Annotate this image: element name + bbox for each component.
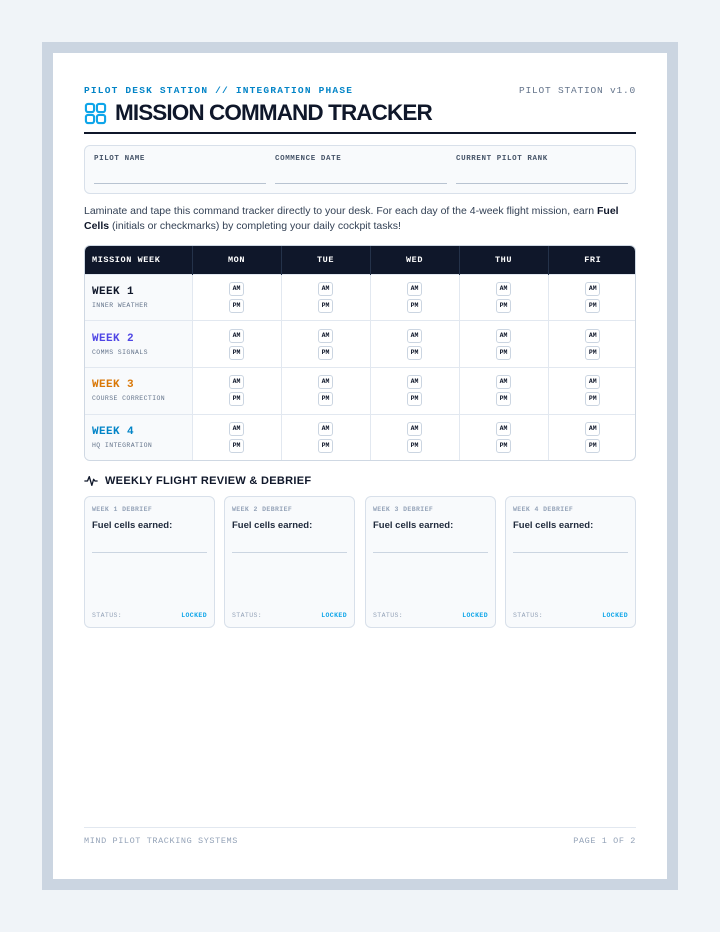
am-slot[interactable]: AM <box>407 329 422 343</box>
fuel-cells-label: Fuel cells earned: <box>373 520 454 531</box>
review-section-header <box>84 473 311 489</box>
mission-week-header: MISSION WEEK <box>85 246 192 274</box>
day-cell <box>548 367 636 414</box>
week-cell <box>85 274 192 321</box>
commence-date-field[interactable] <box>275 146 447 193</box>
pm-slot[interactable]: PM <box>496 439 511 453</box>
commence-date-line <box>275 183 447 184</box>
fuel-cells-label: Fuel cells earned: <box>232 520 313 531</box>
am-slot[interactable]: AM <box>318 282 333 296</box>
day-header: THU <box>459 246 548 274</box>
pilot-rank-line <box>456 183 628 184</box>
debrief-card-label: WEEK 1 DEBRIEF <box>92 506 153 513</box>
am-slot[interactable]: AM <box>496 375 511 389</box>
pm-slot[interactable]: PM <box>318 392 333 406</box>
week-name: WEEK 3 <box>92 379 135 392</box>
week-row <box>85 274 636 321</box>
pilot-name-line <box>94 183 266 184</box>
pm-slot[interactable]: PM <box>585 299 600 313</box>
pm-slot[interactable]: PM <box>229 299 244 313</box>
day-cell <box>548 274 636 321</box>
week-name: WEEK 4 <box>92 426 135 439</box>
fuel-cells-label: Fuel cells earned: <box>92 520 173 531</box>
am-slot[interactable]: AM <box>229 375 244 389</box>
pm-slot[interactable]: PM <box>585 346 600 360</box>
pm-slot[interactable]: PM <box>318 299 333 313</box>
title-row <box>84 99 432 127</box>
intro-text-start: Laminate and tape this command tracker directly to your desk. For each day of the 4-week flight mission, earn <box>84 205 597 217</box>
review-title: WEEKLY FLIGHT REVIEW & DEBRIEF <box>105 475 312 487</box>
week-subtitle: COMMS SIGNALS <box>92 348 148 356</box>
debrief-cards <box>84 496 636 628</box>
am-slot[interactable]: AM <box>585 282 600 296</box>
grid-icon <box>84 102 107 125</box>
pilot-name-field[interactable] <box>94 146 266 193</box>
day-cell <box>192 367 281 414</box>
am-slot[interactable]: AM <box>585 422 600 436</box>
day-cell <box>548 321 636 368</box>
pm-slot[interactable]: PM <box>407 439 422 453</box>
version-label: PILOT STATION v1.0 <box>518 85 636 96</box>
debrief-card <box>224 496 355 628</box>
status-badge: LOCKED <box>462 612 488 619</box>
day-cell <box>548 414 636 461</box>
am-slot[interactable]: AM <box>496 422 511 436</box>
am-slot[interactable]: AM <box>318 422 333 436</box>
commence-date-label: COMMENCE DATE <box>275 155 342 163</box>
am-slot[interactable]: AM <box>229 282 244 296</box>
week-name: WEEK 2 <box>92 332 135 345</box>
fuel-cells-label: Fuel cells earned: <box>513 520 594 531</box>
week-subtitle: COURSE CORRECTION <box>92 395 166 403</box>
pm-slot[interactable]: PM <box>407 346 422 360</box>
pm-slot[interactable]: PM <box>407 299 422 313</box>
day-cell <box>281 414 370 461</box>
tracker-header-row <box>85 246 636 274</box>
day-cell <box>281 321 370 368</box>
am-slot[interactable]: AM <box>229 422 244 436</box>
intro-text-bold: Fuel Cells <box>84 205 619 232</box>
pilot-info-box <box>84 145 636 194</box>
pm-slot[interactable]: PM <box>229 439 244 453</box>
pm-slot[interactable]: PM <box>496 299 511 313</box>
pm-slot[interactable]: PM <box>496 346 511 360</box>
am-slot[interactable]: AM <box>318 375 333 389</box>
pm-slot[interactable]: PM <box>229 346 244 360</box>
am-slot[interactable]: AM <box>407 422 422 436</box>
day-cell <box>459 367 548 414</box>
status-label: STATUS: <box>513 612 544 619</box>
title-divider <box>84 132 636 134</box>
day-cell <box>370 274 459 321</box>
pilot-rank-field[interactable] <box>456 146 628 193</box>
day-cell <box>281 274 370 321</box>
day-cell <box>281 367 370 414</box>
pm-slot[interactable]: PM <box>585 392 600 406</box>
week-row <box>85 321 636 368</box>
footer-divider <box>84 827 636 828</box>
pulse-icon <box>84 474 98 488</box>
week-subtitle: HQ INTEGRATION <box>92 442 153 450</box>
header-eyebrow: PILOT DESK STATION // INTEGRATION PHASE <box>84 85 354 96</box>
am-slot[interactable]: AM <box>407 375 422 389</box>
day-header: MON <box>192 246 281 274</box>
fuel-cells-input-line[interactable] <box>373 552 488 553</box>
fuel-cells-input-line[interactable] <box>513 552 628 553</box>
week-row <box>85 367 636 414</box>
intro-text <box>84 204 631 234</box>
tracker-table <box>85 246 636 461</box>
fuel-cells-input-line[interactable] <box>92 552 207 553</box>
status-label: STATUS: <box>92 612 123 619</box>
intro-text-end: (initials or checkmarks) by completing your daily cockpit tasks! <box>109 220 401 232</box>
day-cell <box>370 321 459 368</box>
week-cell <box>85 321 192 368</box>
day-header: FRI <box>548 246 636 274</box>
day-cell <box>370 367 459 414</box>
footer-brand: MIND PILOT TRACKING SYSTEMS <box>84 836 238 846</box>
day-cell <box>459 414 548 461</box>
pilot-rank-label: CURRENT PILOT RANK <box>456 155 548 163</box>
week-cell <box>85 367 192 414</box>
pm-slot[interactable]: PM <box>496 392 511 406</box>
debrief-card-label: WEEK 4 DEBRIEF <box>513 506 574 513</box>
pm-slot[interactable]: PM <box>407 392 422 406</box>
tracker-sheet <box>53 53 667 879</box>
day-cell <box>192 321 281 368</box>
tracker-grid <box>84 245 636 461</box>
am-slot[interactable]: AM <box>229 329 244 343</box>
debrief-card-label: WEEK 3 DEBRIEF <box>373 506 434 513</box>
week-row <box>85 414 636 461</box>
day-header: TUE <box>281 246 370 274</box>
week-name: WEEK 1 <box>92 285 135 298</box>
am-slot[interactable]: AM <box>585 375 600 389</box>
debrief-card <box>505 496 636 628</box>
pilot-name-label: PILOT NAME <box>94 155 146 163</box>
page-number: PAGE 1 OF 2 <box>573 836 636 846</box>
am-slot[interactable]: AM <box>496 282 511 296</box>
day-cell <box>192 274 281 321</box>
day-cell <box>192 414 281 461</box>
am-slot[interactable]: AM <box>407 282 422 296</box>
status-badge: LOCKED <box>602 612 628 619</box>
debrief-card <box>365 496 496 628</box>
status-badge: LOCKED <box>321 612 347 619</box>
day-cell <box>459 321 548 368</box>
fuel-cells-input-line[interactable] <box>232 552 347 553</box>
am-slot[interactable]: AM <box>496 329 511 343</box>
am-slot[interactable]: AM <box>585 329 600 343</box>
day-header: WED <box>370 246 459 274</box>
status-badge: LOCKED <box>181 612 207 619</box>
status-label: STATUS: <box>232 612 263 619</box>
week-cell <box>85 414 192 461</box>
day-cell <box>459 274 548 321</box>
pm-slot[interactable]: PM <box>229 392 244 406</box>
debrief-card <box>84 496 215 628</box>
page-title: MISSION COMMAND TRACKER <box>115 100 432 125</box>
status-label: STATUS: <box>373 612 404 619</box>
pm-slot[interactable]: PM <box>318 346 333 360</box>
pm-slot[interactable]: PM <box>318 439 333 453</box>
week-subtitle: INNER WEATHER <box>92 301 148 309</box>
am-slot[interactable]: AM <box>318 329 333 343</box>
debrief-card-label: WEEK 2 DEBRIEF <box>232 506 293 513</box>
day-cell <box>370 414 459 461</box>
pm-slot[interactable]: PM <box>585 439 600 453</box>
